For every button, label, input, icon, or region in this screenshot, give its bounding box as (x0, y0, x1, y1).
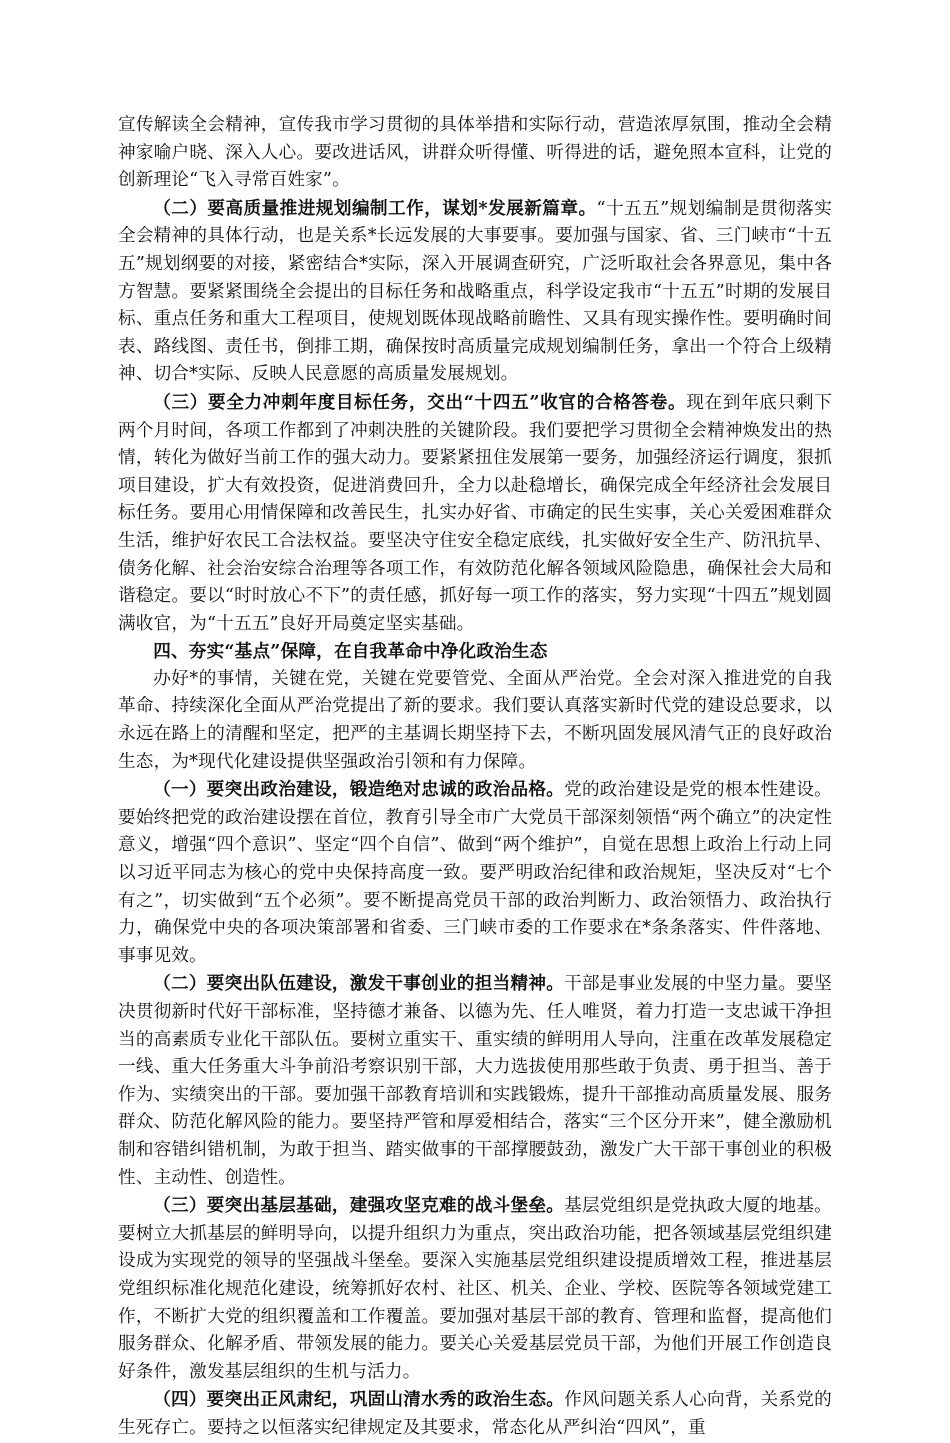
section-heading: 四、夯实“基点”保障，在自我革命中净化政治生态 (153, 641, 548, 663)
paragraph-lead: （四）要突出正风肃纪，巩固山清水秀的政治生态。 (153, 1389, 565, 1411)
paragraph-team-building (118, 970, 832, 1192)
paragraph-continuation (118, 112, 832, 195)
paragraph-body: 宣传解读全会精神，宣传我市学习贯彻的具体举措和实际行动，营造浓厚氛围，推动全会精神家喻户晓、深入人心。要改进话风，讲群众听得懂、听得进的话，避免照本宣科，让党的创新理论“飞入寻常百姓家”。 (118, 115, 832, 191)
paragraph-annual-targets (118, 389, 832, 638)
paragraph-body: 党的政治建设是党的根本性建设。要始终把党的政治建设摆在首位，教育引导全市广大党员干部深刻领悟“两个确立”的决定性意义，增强“四个意识”、坚定“四个自信”、做到“两个维护”，自觉在思想上政治上行动上同以习近平同志为核心的党中央保持高度一致。要严明政治纪律和政治规矩，坚决反对“七个有之”，切实做到“五个必须”。要不断提高党员干部的政治判断力、政治领悟力、政治执行力，确保党中央的各项决策部署和省委、三门峡市委的工作要求在*条条落实、件件落地、事事见效。 (118, 780, 832, 966)
paragraph-body: “十五五”规划编制是贯彻落实全会精神的具体行动，也是关系*长远发展的大事要事。要加强与国家、省、三门峡市“十五五”规划纲要的对接，紧密结合*实际，深入开展调查研究，广泛听取社会各界意见，集中各方智慧。要紧紧围绕全会提出的目标任务和战略重点，科学设定我市“十五五”时期的发展目标、重点任务和重大工程项目，使规划既体现战略前瞻性、又具有现实操作性。要明确时间表、路线图、责任书，倒排工期，确保按时高质量完成规划编制任务，拿出一个符合上级精神、切合*实际、反映人民意愿的高质量发展规划。 (118, 198, 833, 385)
paragraph-body: 干部是事业发展的中坚力量。要坚决贯彻新时代好干部标准，坚持德才兼备、以德为先、任人唯贤，着力打造一支忠诚干净担当的高素质专业化干部队伍。要树立重实干、重实绩的鲜明用人导向，注重在改革发展稳定一线、重大任务重大斗争前沿考察识别干部，大力选拔使用那些敢于负责、勇于担当、善于作为、实绩突出的干部。要加强干部教育培训和实践锻炼，提升干部推动高质量发展、服务群众、防范化解风险的能力。要坚持严管和厚爱相结合，落实“三个区分开来”，健全激励机制和容错纠错机制，为敢于担当、踏实做事的干部撑腰鼓劲，激发广大干部干事创业的积极性、主动性、创造性。 (118, 974, 832, 1188)
paragraph-lead: （三）要突出基层基础，建强攻坚克难的战斗堡垒。 (153, 1195, 565, 1217)
paragraph-body: 办好*的事情，关键在党，关键在党要管党、全面从严治党。全会对深入推进党的自我革命、持续深化全面从严治党提出了新的要求。我们要认真落实新时代党的建设总要求，以永远在路上的清醒和坚定，把严的主基调长期坚持下去，不断巩固发展风清气正的良好政治生态，为*现代化建设提供坚强政治引领和有力保障。 (118, 668, 832, 772)
paragraph-body: 作风问题关系人心向背，关系党的生死存亡。要持之以恒落实纪律规定及其要求，常态化从严纠治“四风”，重 (118, 1390, 832, 1438)
paragraph-planning (118, 195, 832, 389)
paragraph-political-building (118, 776, 832, 970)
paragraph-lead: （二）要突出队伍建设，激发干事创业的担当精神。 (153, 973, 565, 995)
paragraph-lead: （三）要全力冲刺年度目标任务，交出“十四五”收官的合格答卷。 (153, 391, 687, 413)
paragraph-body: 基层党组织是党执政大厦的地基。要树立大抓基层的鲜明导向，以提升组织力为重点，突出政治功能，把各领域基层党组织建设成为实现党的领导的坚强战斗堡垒。要深入实施基层党组织建设提质增效工程，推进基层党组织标准化规范化建设，统筹抓好农村、社区、机关、企业、学校、医院等各领域党建工作，不断扩大党的组织覆盖和工作覆盖。要加强对基层干部的教育、管理和监督，提高他们服务群众、化解矛盾、带领发展的能力。要关心关爱基层党员干部，为他们开展工作创造良好条件，激发基层组织的生机与活力。 (118, 1196, 832, 1382)
paragraph-body: 现在到年底只剩下两个月时间，各项工作都到了冲刺决胜的关键阶段。我们要把学习贯彻全会精神焕发出的热情，转化为做好当前工作的强大动力。要紧紧扭住发展第一要务，加强经济运行调度，狠抓项目建设，扩大有效投资，促进消费回升，全力以赴稳增长，确保完成全年经济社会发展目标任务。要用心用情保障和改善民生，扎实办好省、市确定的民生实事，关心关爱困难群众生活，维护好农民工合法权益。要坚决守住安全稳定底线，扎实做好安全生产、防汛抗旱、债务化解、社会治安综合治理等各项工作，有效防范化解各领域风险隐患，确保社会大局和谐稳定。要以“时时放心不下”的责任感，抓好每一项工作的落实，努力实现“十四五”规划圆满收官，为“十五五”良好开局奠定坚实基础。 (118, 392, 832, 634)
paragraph-lead: （二）要高质量推进规划编制工作，谋划*发展新篇章。 (153, 197, 597, 219)
paragraph-section-intro (118, 666, 832, 776)
paragraph-discipline (118, 1386, 832, 1442)
paragraph-lead: （一）要突出政治建设，锻造绝对忠诚的政治品格。 (153, 779, 565, 801)
paragraph-grassroots (118, 1192, 832, 1386)
